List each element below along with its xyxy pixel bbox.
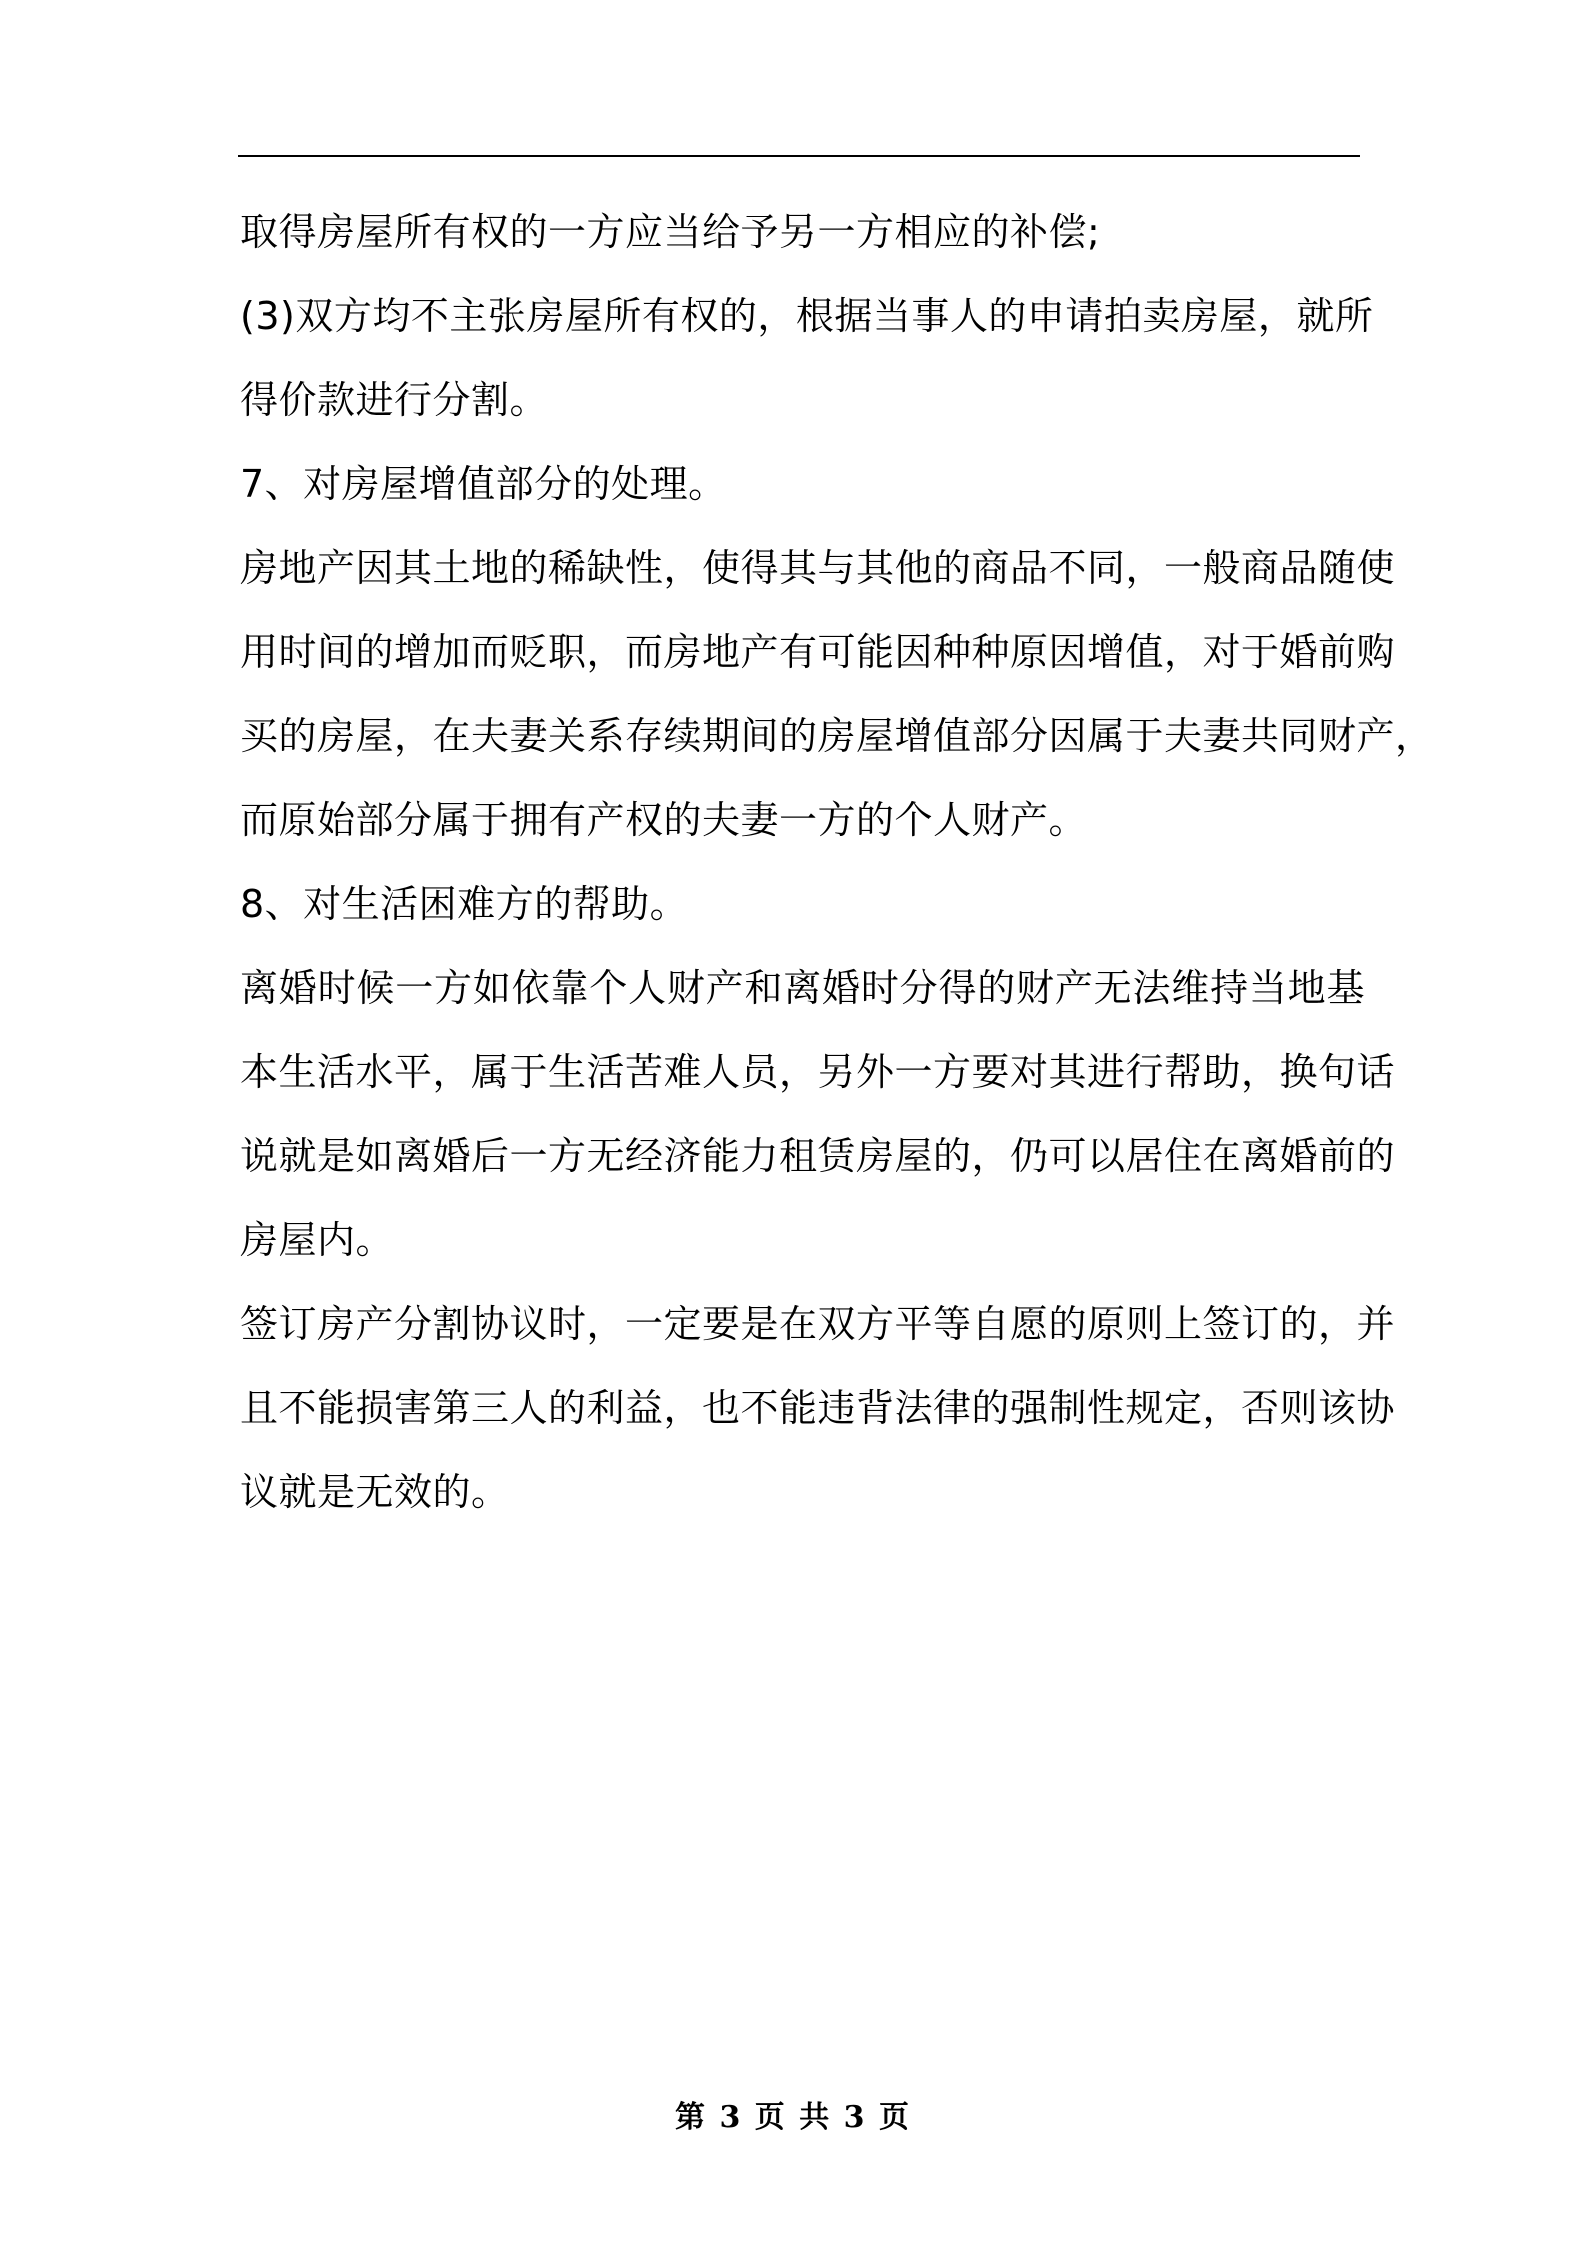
text-line: (3)双方均不主张房屋所有权的，根据当事人的申请拍卖房屋，就所	[240, 294, 1374, 338]
section-heading-7: 7、对房屋增值部分的处理。	[240, 462, 727, 506]
text-line: 说就是如离婚后一方无经济能力租赁房屋的，仍可以居住在离婚前的	[240, 1134, 1396, 1178]
text-line: 议就是无效的。	[240, 1470, 510, 1514]
text-line: 取得房屋所有权的一方应当给予另一方相应的补偿;	[240, 210, 1101, 254]
text-line: 房屋内。	[240, 1218, 395, 1262]
text-line: 买的房屋，在夫妻关系存续期间的房屋增值部分因属于夫妻共同财产，	[240, 714, 1434, 758]
text-line: 签订房产分割协议时，一定要是在双方平等自愿的原则上签订的，并	[240, 1302, 1396, 1346]
text-line: 房地产因其土地的稀缺性，使得其与其他的商品不同，一般商品随使	[240, 546, 1396, 590]
header-rule	[238, 155, 1360, 157]
text-line: 离婚时候一方如依靠个人财产和离婚时分得的财产无法维持当地基	[240, 966, 1365, 1010]
document-body	[240, 190, 1434, 1534]
text-line: 得价款进行分割。	[240, 378, 549, 422]
text-line: 且不能损害第三人的利益，也不能违背法律的强制性规定，否则该协	[240, 1386, 1396, 1430]
text-line: 而原始部分属于拥有产权的夫妻一方的个人财产。	[240, 798, 1088, 842]
page-number: 第 3 页 共 3 页	[675, 2100, 911, 2135]
text-line: 用时间的增加而贬职，而房地产有可能因种种原因增值，对于婚前购	[240, 630, 1396, 674]
section-heading-8: 8、对生活困难方的帮助。	[240, 882, 689, 926]
text-line: 本生活水平，属于生活苦难人员，另外一方要对其进行帮助，换句话	[240, 1050, 1396, 1094]
